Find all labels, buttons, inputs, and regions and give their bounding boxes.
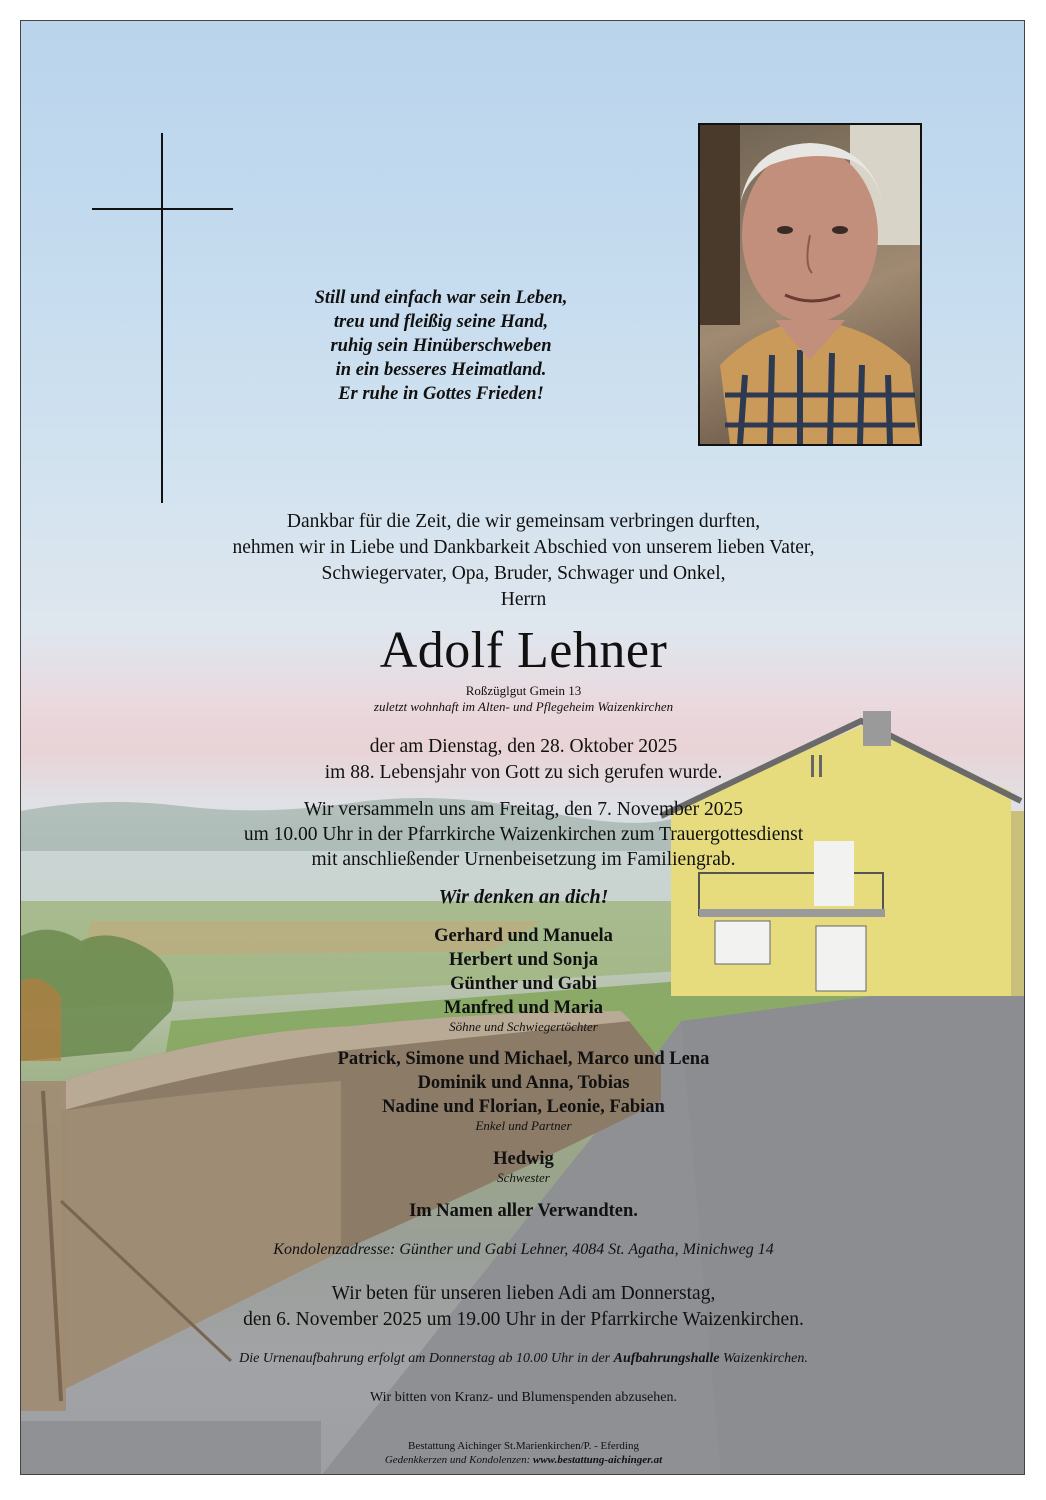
death-line: im 88. Lebensjahr von Gott zu sich gerufen wurde. [324, 762, 723, 783]
website-link[interactable]: www.bestattung-aichinger.at [532, 1454, 663, 1466]
cross-vertical [161, 133, 163, 503]
urn-viewing-info [21, 1351, 1025, 1367]
family-member: Dominik und Anna, Tobias [417, 1073, 630, 1093]
death-notice [21, 734, 1025, 786]
relation-label: Enkel und Partner [475, 1118, 572, 1133]
intro-line: Dankbar für die Zeit, die wir gemeinsam verbringen durften, [286, 511, 761, 532]
farewell-line: Wir denken an dich! [438, 886, 609, 908]
verse-line: ruhig sein Hinüberschweben [330, 336, 552, 356]
children-group [21, 924, 1025, 1034]
portrait-illustration [700, 125, 920, 444]
cross-horizontal [92, 208, 233, 210]
funeral-home: Bestattung Aichinger St.Marienkirchen/P. - Eferding [408, 1440, 639, 1452]
family-member: Patrick, Simone und Michael, Marco und Lena [337, 1049, 710, 1069]
relation-label: Söhne und Schwiegertöchter [449, 1019, 598, 1034]
prayer-info [21, 1281, 1025, 1333]
family-member: Herbert und Sonja [448, 950, 599, 970]
deceased-name: Adolf Lehner [379, 622, 668, 679]
family-member: Nadine und Florian, Leonie, Fabian [382, 1097, 665, 1117]
address-block [21, 683, 1025, 715]
prayer-line: den 6. November 2025 um 19.00 Uhr in der Pfarrkirche Waizenkirchen. [243, 1309, 804, 1330]
death-line: der am Dienstag, den 28. Oktober 2025 [369, 736, 678, 757]
relatives-line: Im Namen aller Verwandten. [409, 1201, 638, 1221]
intro-text [21, 509, 1025, 587]
family-member: Günther und Gabi [450, 974, 597, 994]
service-line: um 10.00 Uhr in der Pfarrkirche Waizenkirchen zum Trauergottesdienst [243, 824, 804, 845]
address: Roßzüglgut Gmein 13 [465, 683, 582, 698]
funeral-home-footer [21, 1439, 1025, 1467]
family-member: Gerhard und Manuela [434, 926, 613, 946]
verse-line: Still und einfach war sein Leben, [314, 288, 568, 308]
urn-text: Die Urnenaufbahrung erfolgt am Donnerstag ab 10.00 Uhr in der [239, 1351, 614, 1366]
portrait-photo [698, 123, 922, 446]
urn-text-end: Waizenkirchen. [719, 1351, 808, 1366]
verse-line: treu und fleißig seine Hand, [333, 312, 549, 332]
urn-hall: Aufbahrungshalle [613, 1351, 720, 1366]
service-line: mit anschließender Urnenbeisetzung im Familiengrab. [311, 849, 736, 870]
last-residence: zuletzt wohnhaft im Alten- und Pflegeheim Waizenkirchen [373, 699, 674, 714]
sibling-group [21, 1147, 1025, 1185]
grandchildren-group [21, 1047, 1025, 1133]
relation-label: Schwester [497, 1170, 550, 1185]
condolence-address: Kondolenzadresse: Günther und Gabi Lehner, 4084 St. Agatha, Minichweg 14 [273, 1241, 774, 1258]
salutation: Herrn [500, 589, 547, 610]
flower-request: Wir bitten von Kranz- und Blumenspenden abzusehen. [370, 1390, 677, 1405]
verse-line: Er ruhe in Gottes Frieden! [338, 384, 544, 404]
obituary-frame [20, 20, 1025, 1475]
memorial-verse [271, 286, 611, 406]
web-label: Gedenkkerzen und Kondolenzen: [384, 1454, 533, 1466]
intro-line: nehmen wir in Liebe und Dankbarkeit Abschied von unserem lieben Vater, [232, 537, 815, 558]
intro-line: Schwiegervater, Opa, Bruder, Schwager und Onkel, [321, 563, 726, 584]
condolence-web-line [21, 1453, 1025, 1467]
family-member: Hedwig [493, 1149, 554, 1169]
family-member: Manfred und Maria [444, 998, 603, 1018]
service-line: Wir versammeln uns am Freitag, den 7. November 2025 [304, 799, 743, 820]
service-info [21, 797, 1025, 872]
prayer-line: Wir beten für unseren lieben Adi am Donnerstag, [331, 1283, 716, 1304]
verse-line: in ein besseres Heimatland. [335, 360, 547, 380]
